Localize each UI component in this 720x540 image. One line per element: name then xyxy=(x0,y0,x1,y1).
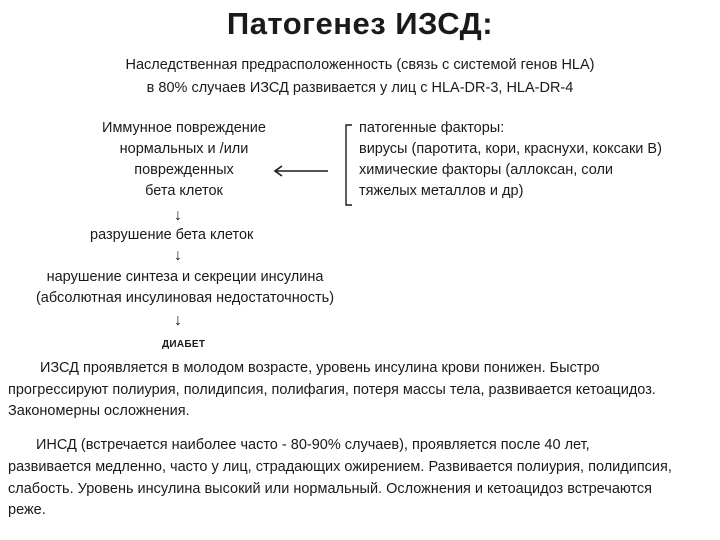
flow-step-diabetes: ДИАБЕТ xyxy=(162,339,206,350)
insd-paragraph-line-1: ИНСД (встречается наиболее часто - 80-90% случаев), проявляется после 40 лет, xyxy=(36,437,590,453)
immune-damage-line-3: поврежденных xyxy=(134,162,234,178)
insd-paragraph-rest: развивается медленно, часто у лиц, страдающих ожирением. Развивается полиурия, полидипсия, слабость. Уровень инсулина высокий или нормальный. Осложнения и кетоацидоз встречаются реже. xyxy=(8,459,672,518)
left-arrow-icon xyxy=(270,165,330,177)
immune-damage-line-2: нормальных и /или xyxy=(119,141,249,157)
down-arrow-icon: ↓ xyxy=(174,247,182,264)
pathogenic-factors-block xyxy=(359,118,662,202)
flow-step-insulin-line-2: (абсолютная инсулиновая недостаточность) xyxy=(35,290,335,306)
flow-step-destruction: разрушение бета клеток xyxy=(90,227,254,243)
pathogenic-factors-line-3: химические факторы (аллоксан, соли xyxy=(359,162,614,178)
subtitle-line-2: в 80% случаев ИЗСД развивается у лиц с HLA-DR-3, HLA-DR-4 xyxy=(146,80,574,96)
pathogenic-factors-line-4: тяжелых металлов и др) xyxy=(359,183,524,199)
immune-damage-line-1: Иммунное повреждение xyxy=(102,120,266,136)
down-arrow-icon: ↓ xyxy=(174,312,182,329)
flow-step-insulin-line-1: нарушение синтеза и секреции инсулина xyxy=(46,269,324,285)
immune-damage-line-4: бета клеток xyxy=(145,183,223,199)
izsd-paragraph: ИЗСД проявляется в молодом возрасте, уровень инсулина крови понижен. Быстро прогрессируют полиурия, полидипсия, полифагия, потеря массы тела, развивается кетоацидоз. Закономерны осложнения. xyxy=(8,360,656,419)
bracket-icon xyxy=(343,124,353,206)
down-arrow-icon: ↓ xyxy=(174,207,182,224)
subtitle-line-1: Наследственная предрасположенность (связь с системой генов HLA) xyxy=(125,57,595,73)
page-title: Патогенез ИЗСД: xyxy=(226,6,494,41)
pathogenic-factors-line-1: патогенные факторы: xyxy=(359,120,505,136)
pathogenic-factors-line-2: вирусы (паротита, кори, краснухи, коксаки В) xyxy=(359,141,662,157)
flow-step-insulin xyxy=(5,267,365,309)
immune-damage-block xyxy=(84,118,284,202)
